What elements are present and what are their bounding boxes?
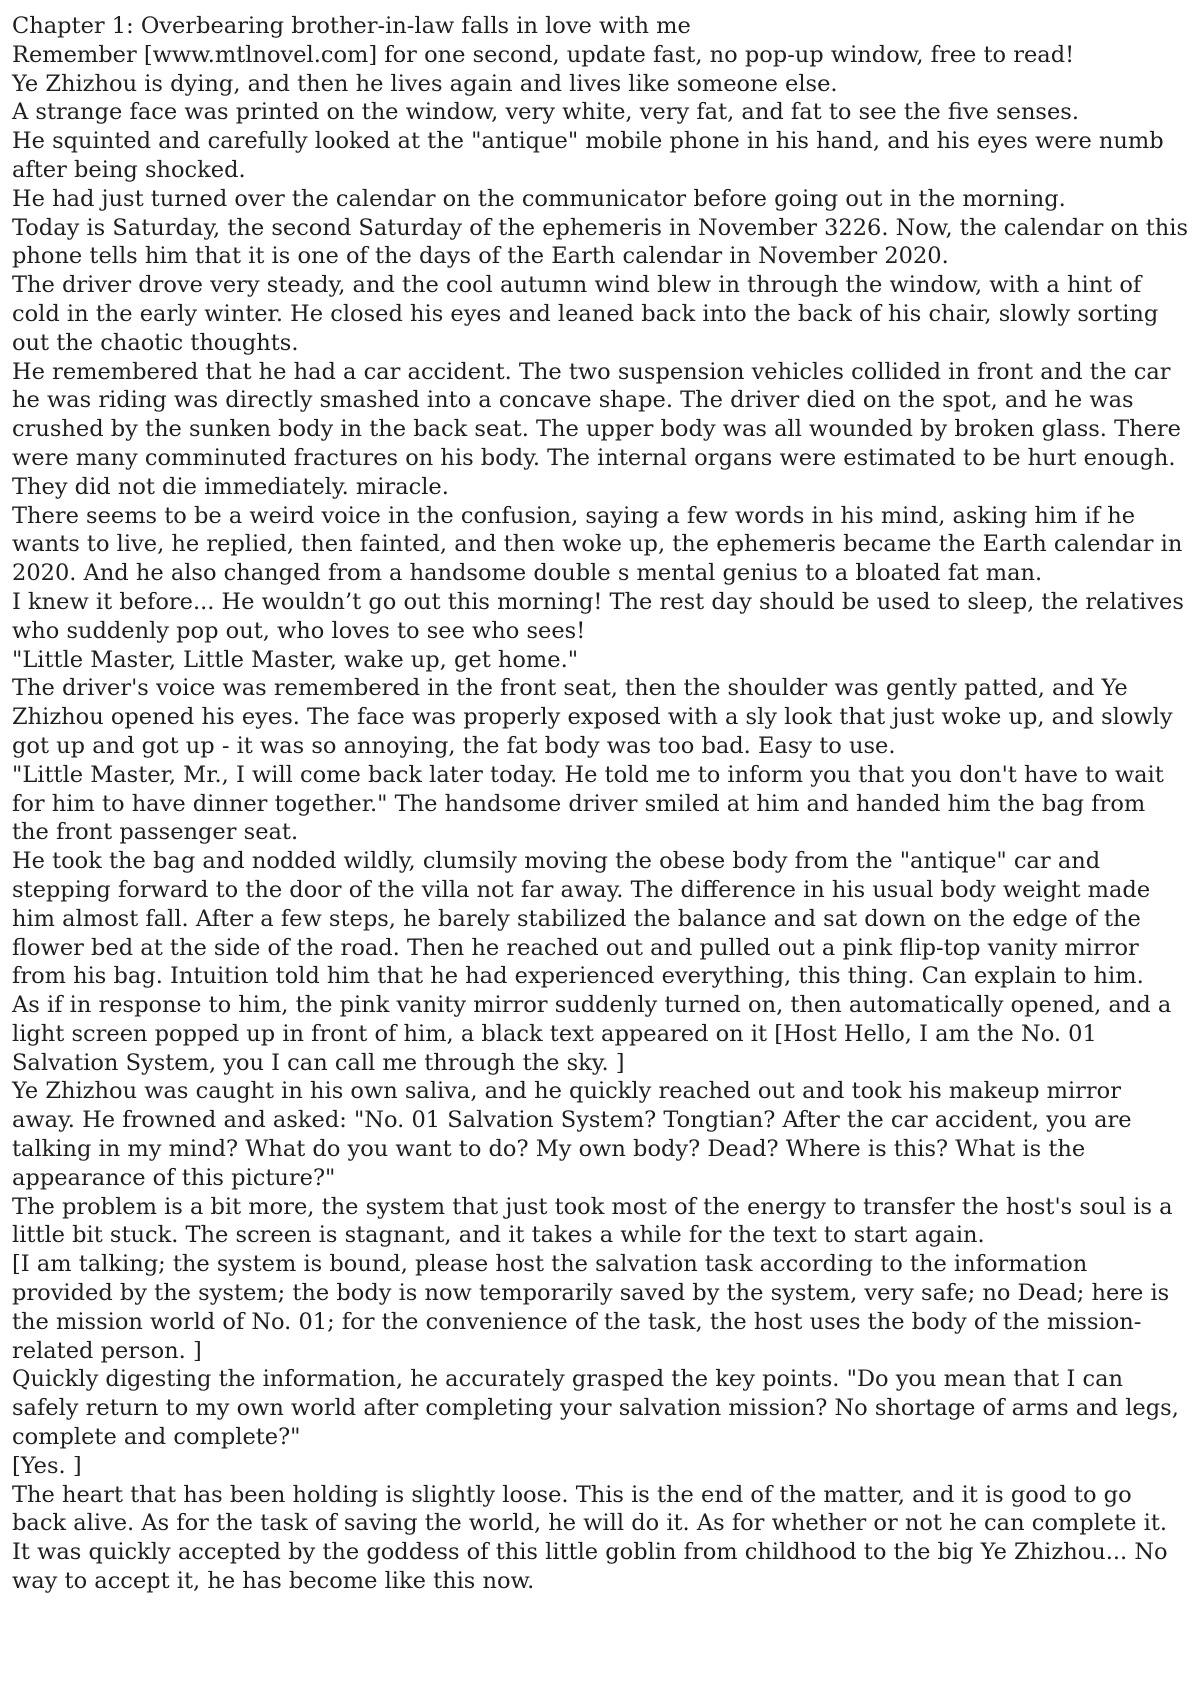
paragraph-9: There seems to be a weird voice in the confusion, saying a few words in his mind, asking him if he wants to live, he replied, then fainted, and then woke up, the ephemeris became the Earth calendar in 2020. And he also changed from a handsome double s mental genius to a bloated fat man. bbox=[12, 502, 1183, 587]
paragraph-13: "Little Master, Mr., I will come back later today. He told me to inform you that you don't have to wait for him to have dinner together." The handsome driver smiled at him and handed him the bag from the front passenger seat. bbox=[12, 761, 1164, 846]
paragraph-21: The heart that has been holding is slightly loose. This is the end of the matter, and it is good to go back alive. As for the task of saving the world, he will do it. As for whether or not he can complete it. bbox=[12, 1481, 1168, 1537]
paragraph-5: He had just turned over the calendar on the communicator before going out in the morning. bbox=[12, 185, 1066, 212]
paragraph-22: It was quickly accepted by the goddess of this little goblin from childhood to the big Ye Zhizhou... No way to accept it, he has become like this now. bbox=[12, 1539, 1168, 1595]
paragraph-2: Ye Zhizhou is dying, and then he lives again and lives like someone else. bbox=[12, 70, 838, 97]
paragraph-4: He squinted and carefully looked at the "antique" mobile phone in his hand, and his eyes were numb after being shocked. bbox=[12, 128, 1164, 183]
paragraph-14: He took the bag and nodded wildly, clumsily moving the obese body from the "antique" car and stepping forward to the door of the villa not far away. The difference in his usual body weight made him almost fall. After a few steps, he barely stabilized the balance and sat down on the edge of the flower bed at the side of the road. Then he reached out and pulled out a pink flip-top vanity mirror from his bag. Intuition told him that he had experienced everything, this thing. Can explain to him. bbox=[12, 848, 1151, 990]
paragraph-15: As if in response to him, the pink vanity mirror suddenly turned on, then automatically opened, and a light screen popped up in front of him, a black text appeared on it [Host Hello, I am the No. 01 Salvation System, you I can call me through the sky. ] bbox=[12, 992, 1172, 1076]
paragraph-10: I knew it before... He wouldn’t go out this morning! The rest day should be used to sleep, the relatives who suddenly pop out, who loves to see who sees! bbox=[12, 588, 1184, 644]
paragraph-7: The driver drove very steady, and the cool autumn wind blew in through the window, with a hint of cold in the early winter. He closed his eyes and leaned back into the back of his chair, slowly sorting out the chaotic thoughts. bbox=[12, 272, 1159, 356]
paragraph-3: A strange face was printed on the window, very white, very fat, and fat to see the five senses. bbox=[12, 99, 1079, 126]
paragraph-6: Today is Saturday, the second Saturday of the ephemeris in November 3226. Now, the calendar on this phone tells him that it is one of the days of the Earth calendar in November 2020. bbox=[12, 214, 1189, 270]
chapter-title: Chapter 1: Overbearing brother-in-law falls in love with me bbox=[12, 13, 691, 39]
paragraph-17: The problem is a bit more, the system that just took most of the energy to transfer the host's soul is a little bit stuck. The screen is stagnant, and it takes a while for the text to start again. bbox=[12, 1193, 1173, 1249]
paragraph-1: Remember [www.mtlnovel.com] for one second, update fast, no pop-up window, free to read! bbox=[12, 41, 1075, 68]
paragraph-16: Ye Zhizhou was caught in his own saliva, and he quickly reached out and took his makeup mirror away. He frowned and asked: "No. 01 Salvation System? Tongtian? After the car accident, you are talking in my mind? What do you want to do? My own body? Dead? Where is this? What is the appearance of this picture?" bbox=[12, 1078, 1132, 1191]
paragraph-20: [Yes. ] bbox=[12, 1452, 82, 1479]
paragraph-8: He remembered that he had a car accident. The two suspension vehicles collided in front and the car he was riding was directly smashed into a concave shape. The driver died on the spot, and he was crushed by the sunken body in the back seat. The upper body was all wounded by broken glass. There were many comminuted fractures on his body. The internal organs were estimated to be hurt enough. They did not die immediately. miracle. bbox=[12, 358, 1181, 500]
paragraph-11: "Little Master, Little Master, wake up, get home." bbox=[12, 646, 579, 673]
paragraph-18: [I am talking; the system is bound, please host the salvation task according to the information provided by the system; the body is now temporarily saved by the system, very safe; no Dead; here is the mission world of No. 01; for the convenience of the task, the host uses the body of the mission-related person. ] bbox=[12, 1251, 1170, 1364]
paragraph-19: Quickly digesting the information, he accurately grasped the key points. "Do you mean that I can safely return to my own world after completing your salvation mission? No shortage of arms and legs, complete and complete?" bbox=[12, 1366, 1179, 1451]
paragraph-12: The driver's voice was remembered in the front seat, then the shoulder was gently patted, and Ye Zhizhou opened his eyes. The face was properly exposed with a sly look that just woke up, and slowly got up and got up - it was so annoying, the fat body was too bad. Easy to use. bbox=[12, 675, 1173, 759]
